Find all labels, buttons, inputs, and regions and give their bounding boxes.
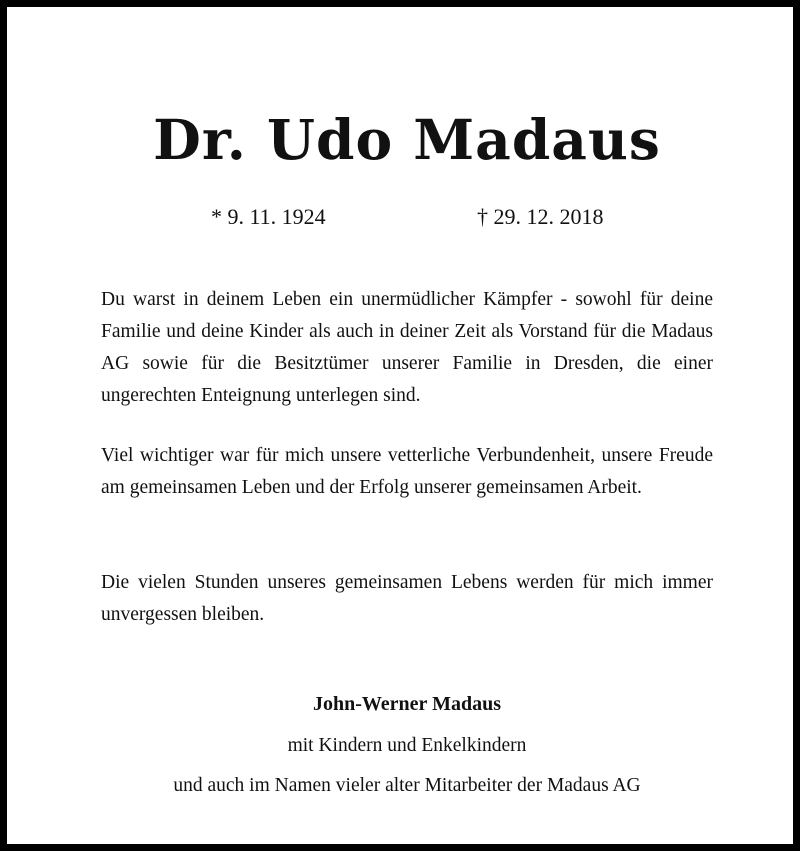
paragraph-2: Viel wichtiger war für mich unsere vetterliche Verbundenheit, unsere Freude am gemeinsamen Leben und der Erfolg unserer gemeinsamen Arbeit. — [101, 445, 713, 498]
death-date: † 29. 12. 2018 — [477, 204, 604, 229]
signature-line-colleagues: und auch im Namen vieler alter Mitarbeiter der Madaus AG — [173, 775, 641, 796]
birth-date: * 9. 11. 1924 — [211, 204, 326, 229]
signature-name: John-Werner Madaus — [313, 693, 501, 715]
paragraph-1: Du warst in deinem Leben ein unermüdlicher Kämpfer - sowohl für deine Familie und deine Kinder als auch in deiner Zeit als Vorstand für die Madaus AG sowie für die Besitztümer unserer Familie in Dresden, die einer ungerechten Enteignung unterlegen sind. — [101, 289, 713, 406]
deceased-name: Dr. Udo Madaus — [153, 107, 661, 172]
signature-line-family: mit Kindern und Enkelkindern — [287, 735, 527, 756]
paragraph-3: Die vielen Stunden unseres gemeinsamen Lebens werden für mich immer unvergessen bleiben. — [101, 572, 713, 625]
